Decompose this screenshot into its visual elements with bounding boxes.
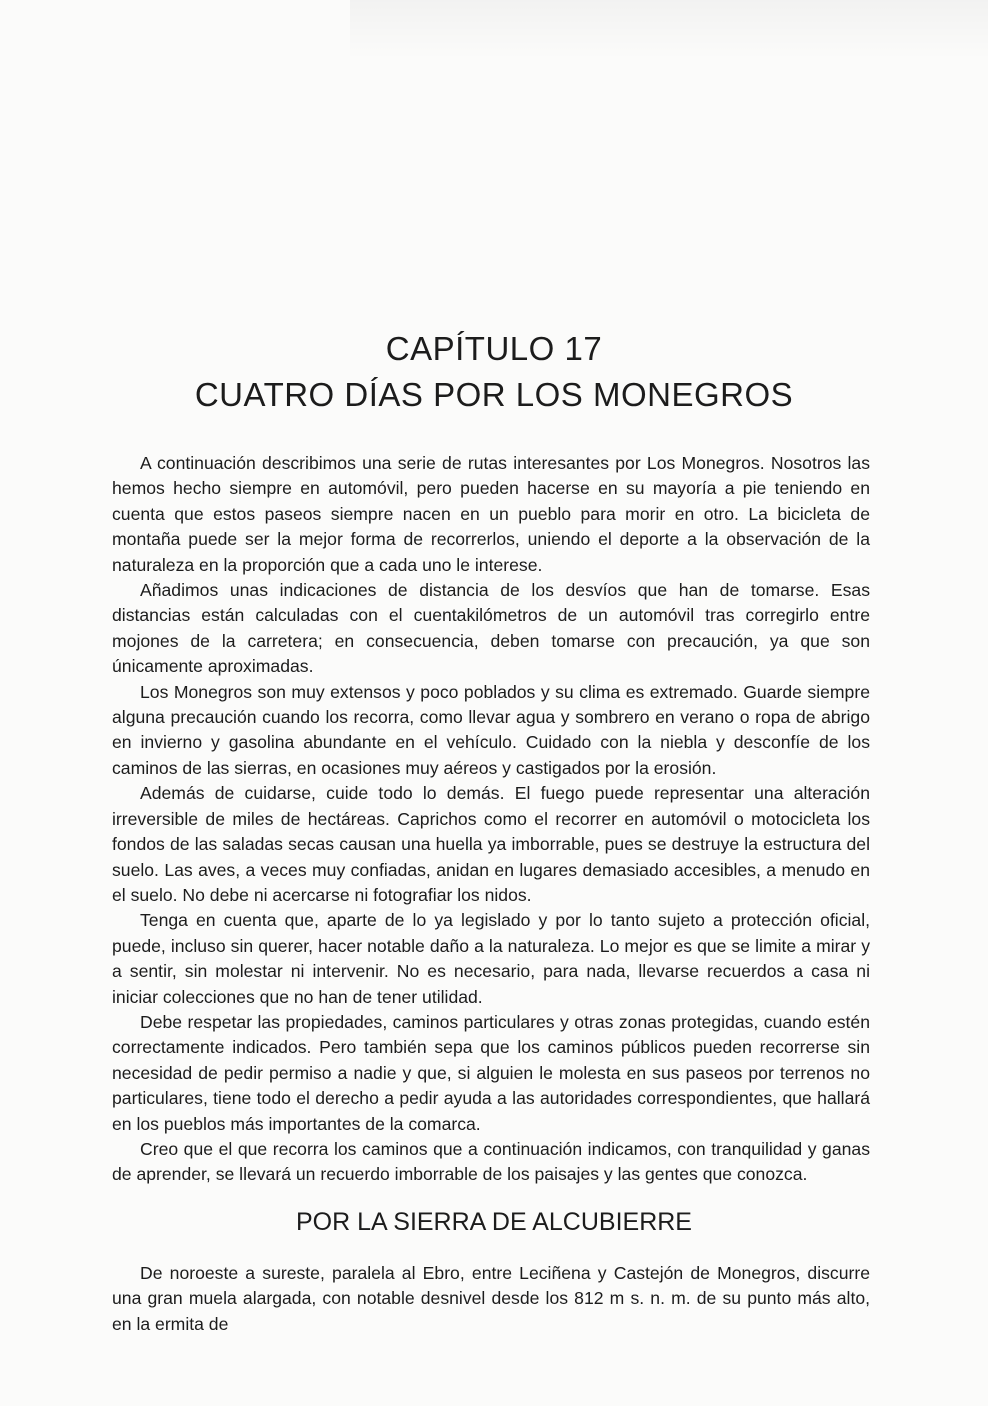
scan-shadow: [350, 0, 988, 60]
paragraph: Añadimos unas indicaciones de distancia de los desvíos que han de tomarse. Esas distancias están calculadas con el cuentakilómetros de un automóvil tras corregirlo entre mojones de la carretera; en consecuencia, deben tomarse con precaución, ya que son únicamente aproximadas.: [112, 580, 870, 677]
paragraph: Creo que el que recorra los caminos que a continuación indicamos, con tranquilidad y ganas de aprender, se llevará un recuerdo imborrable de los paisajes y las gentes que conozca.: [112, 1138, 870, 1185]
chapter-number: CAPÍTULO 17: [385, 330, 603, 367]
paragraph: De noroeste a sureste, paralela al Ebro, entre Leciñena y Castejón de Monegros, discurre una gran muela alargada, con notable desnivel desde los 812 m s. n. m. de su punto más alto, en la ermita de: [112, 1263, 870, 1334]
paragraph: A continuación describimos una serie de rutas interesantes por Los Monegros. Nosotros las hemos hecho siempre en automóvil, pero pueden hacerse en su mayoría a pie teniendo en cuenta que estos paseos siempre nacen en un pueblo para morir en otro. La bicicleta de montaña puede ser la mejor forma de recorrerlos, uniendo el deporte a la observación de la naturaleza en la proporción que a cada uno le interese.: [112, 453, 870, 575]
chapter-body: [112, 451, 870, 1188]
paragraph: Los Monegros son muy extensos y poco poblados y su clima es extremado. Guarde siempre alguna precaución cuando los recorra, como llevar agua y sombrero en verano o ropa de abrigo en invierno y gasolina abundante en el vehículo. Cuidado con la niebla y desconfíe de los caminos de las sierras, en ocasiones muy aéreos y castigados por la erosión.: [112, 681, 870, 778]
chapter-title: CUATRO DÍAS POR LOS MONEGROS: [194, 376, 794, 413]
paragraph: Tenga en cuenta que, aparte de lo ya legislado y por lo tanto sujeto a protección oficial, puede, incluso sin querer, hacer notable daño a la naturaleza. Lo mejor es que se limite a mirar y a sentir, sin molestar ni intervenir. No es necesario, para nada, llevarse recuerdos a casa ni iniciar colecciones que no han de tener utilidad.: [112, 910, 870, 1007]
section-heading: POR LA SIERRA DE ALCUBIERRE: [296, 1208, 692, 1236]
section-body: [112, 1261, 870, 1337]
paragraph: Además de cuidarse, cuide todo lo demás. El fuego puede representar una alteración irreversible de miles de hectáreas. Caprichos como el recorrer en automóvil o motocicleta los fondos de las saladas secas causan una huella ya imborrable, pues se destruye la estructura del suelo. Las aves, a veces muy confiadas, anidan en lugares demasiado accesibles, a menudo en el suelo. No debe ni acercarse ni fotografiar los nidos.: [112, 783, 870, 905]
paragraph: Debe respetar las propiedades, caminos particulares y otras zonas protegidas, cuando estén correctamente indicados. Pero también sepa que los caminos públicos pueden recorrerse sin necesidad de pedir permiso a nadie y que, si alguien le molesta en sus paseos por terrenos no particulares, tiene todo el derecho a pedir ayuda a las autoridades correspondientes, que hallará en los pueblos más importantes de la comarca.: [112, 1011, 870, 1134]
